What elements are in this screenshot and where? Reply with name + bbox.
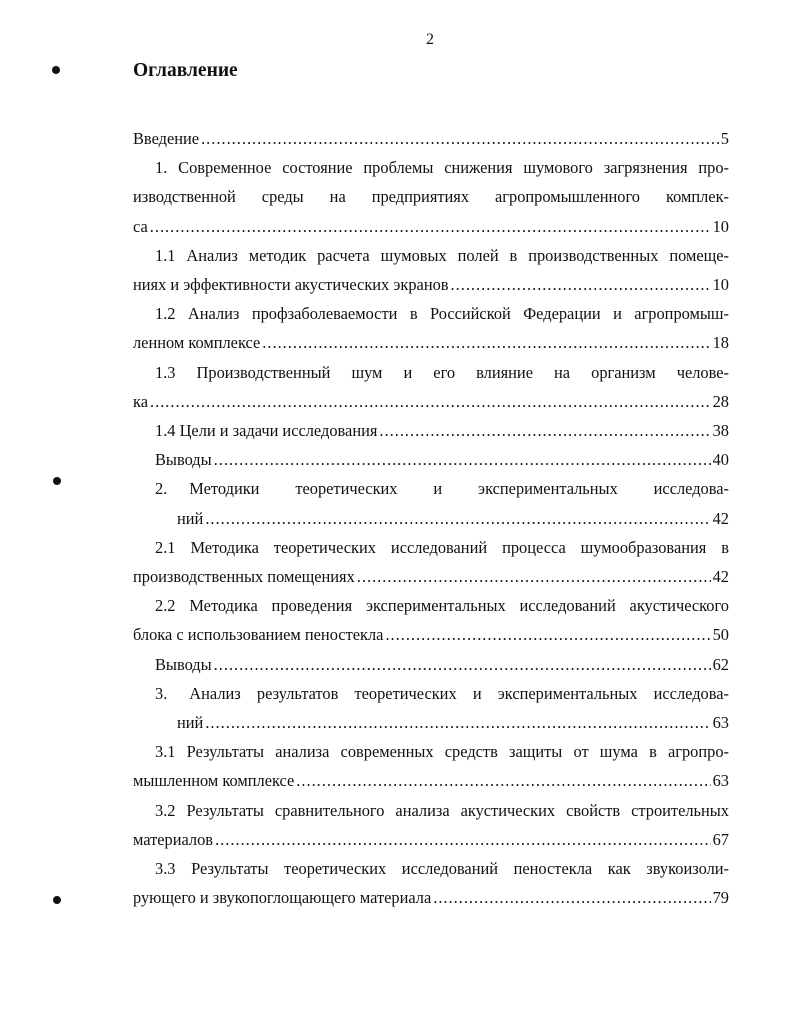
toc-page-number: 63 <box>712 771 729 791</box>
toc-entry-1-2[interactable] <box>133 299 729 357</box>
dot-leader <box>357 562 711 591</box>
toc-page-number: 42 <box>712 508 729 528</box>
dot-leader <box>205 708 710 737</box>
toc-entry-title-end: ниях и эффективности акустических экранов <box>133 275 449 295</box>
toc-entry-3-2[interactable] <box>133 796 729 854</box>
toc-entry-1-4[interactable] <box>133 416 729 445</box>
toc-entry-title: 3.2 Результаты сравнительного анализа акустических свойств строительных <box>155 800 729 820</box>
toc-page-number: 67 <box>712 829 729 849</box>
toc-page-number: 79 <box>712 888 729 908</box>
toc-entry-title: 1. Современное состояние проблемы снижения шумового загрязнения про- <box>155 158 729 178</box>
toc-entry-title-end: материалов <box>133 829 214 849</box>
toc-page-number: 62 <box>712 654 729 674</box>
toc-entry-title: Методики теоретических и экспериментальных исследова- <box>189 479 729 499</box>
toc-entry-title-end: рующего и звукопоглощающего материала <box>133 888 432 908</box>
dot-leader <box>296 766 710 795</box>
toc-entry-intro[interactable] <box>133 124 729 153</box>
dot-leader <box>262 328 710 357</box>
toc-entry-title: 2.2 Методика проведения экспериментальных исследований акустического <box>155 596 729 616</box>
dot-leader <box>215 825 711 854</box>
toc-entry-title: Введение <box>133 129 200 148</box>
toc-entry-2-1[interactable] <box>133 533 729 591</box>
toc-entry-number: 2. <box>155 479 168 499</box>
toc-entry-2-2[interactable] <box>133 591 729 649</box>
toc-page-number: 5 <box>720 129 729 148</box>
scan-speck <box>53 896 61 904</box>
scan-speck <box>53 477 61 485</box>
dot-leader <box>205 504 710 533</box>
dot-leader <box>150 212 711 241</box>
toc-page-number: 38 <box>712 421 729 441</box>
toc-entry-chapter-1[interactable] <box>133 153 729 241</box>
toc-entry-conclusions-2[interactable] <box>133 650 729 679</box>
toc-entry-1-1[interactable] <box>133 241 729 299</box>
toc-entry-title: Анализ результатов теоретических и экспериментальных исследова- <box>189 683 729 703</box>
toc-entry-title: 1.4 Цели и задачи исследования <box>155 421 378 441</box>
toc-entry-chapter-3[interactable] <box>133 679 729 737</box>
toc-page-number: 18 <box>712 333 729 353</box>
toc-page-number: 50 <box>712 625 729 645</box>
dot-leader <box>385 620 710 649</box>
dot-leader <box>150 387 711 416</box>
dot-leader <box>201 124 719 153</box>
toc-entry-title-end: са <box>133 216 148 236</box>
toc-page-number: 10 <box>712 216 729 236</box>
toc-page-number: 42 <box>712 567 729 587</box>
toc-entry-title: Выводы <box>155 654 212 674</box>
toc-entry-title: 1.3 Производственный шум и его влияние на организм челове- <box>155 362 729 382</box>
toc-entry-chapter-2[interactable] <box>133 474 729 532</box>
dot-leader <box>379 416 710 445</box>
table-of-contents <box>133 124 729 912</box>
toc-entry-title: 3.1 Результаты анализа современных средств защиты от шума в агропро- <box>155 742 729 762</box>
toc-entry-title-end: ка <box>133 391 148 411</box>
dot-leader <box>214 445 711 474</box>
toc-page-number: 63 <box>712 713 729 733</box>
toc-entry-title: 3.3 Результаты теоретических исследований пеностекла как звукоизоли- <box>155 859 729 879</box>
toc-page-number: 10 <box>712 275 729 295</box>
toc-entry-title: Выводы <box>155 450 212 470</box>
toc-entry-title-end: блока с использованием пеностекла <box>133 625 384 645</box>
toc-entry-title-end: ний <box>177 508 204 528</box>
toc-page-number: 40 <box>712 450 729 470</box>
toc-entry-title: 2.1 Методика теоретических исследований процесса шумообразования в <box>155 537 729 557</box>
toc-entry-1-3[interactable] <box>133 358 729 416</box>
page-title: Оглавление <box>133 60 238 81</box>
toc-entry-title: 1.1 Анализ методик расчета шумовых полей в производственных помеще- <box>155 245 729 265</box>
toc-entry-title-end: ленном комплексе <box>133 333 261 353</box>
toc-entry-title-end: ний <box>177 713 204 733</box>
toc-entry-conclusions-1[interactable] <box>133 445 729 474</box>
dot-leader <box>214 650 711 679</box>
toc-entry-title-end: производственных помещениях <box>133 567 355 587</box>
toc-entry-title-cont: изводственной среды на предприятиях агропромышленного комплек- <box>133 187 729 207</box>
toc-entry-number: 3. <box>155 683 168 703</box>
page-number: 2 <box>426 31 434 48</box>
toc-entry-3-3[interactable] <box>133 854 729 912</box>
dot-leader <box>433 883 710 912</box>
scan-speck <box>52 66 60 74</box>
dot-leader <box>451 270 711 299</box>
toc-entry-3-1[interactable] <box>133 737 729 795</box>
toc-entry-title: 1.2 Анализ профзаболеваемости в Российской Федерации и агропромыш- <box>155 304 729 324</box>
toc-entry-title-end: мышленном комплексе <box>133 771 295 791</box>
toc-page-number: 28 <box>712 391 729 411</box>
